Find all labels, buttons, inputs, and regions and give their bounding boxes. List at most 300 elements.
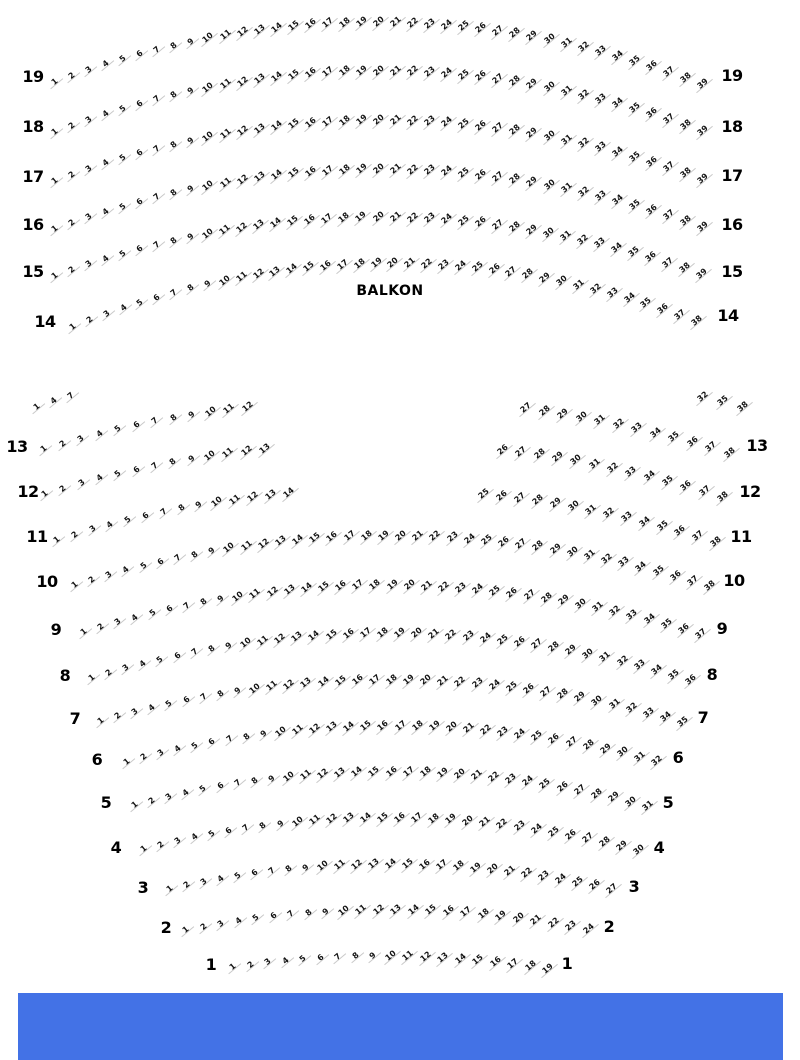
seat[interactable]: 22 [405, 63, 420, 78]
seat[interactable]: 14 [299, 581, 314, 596]
seat[interactable]: 26 [473, 167, 489, 182]
seat[interactable]: 30 [568, 453, 584, 468]
seat[interactable]: 3 [75, 432, 86, 444]
seat[interactable]: 22 [419, 256, 434, 271]
seat[interactable]: 8 [215, 688, 226, 699]
seat[interactable]: 36 [644, 58, 659, 73]
seat[interactable]: 23 [422, 64, 437, 79]
seat[interactable]: 6 [268, 910, 279, 922]
seat[interactable]: 17 [319, 211, 335, 226]
seat[interactable]: 11 [218, 77, 233, 92]
seat[interactable]: 22 [405, 15, 420, 30]
seat[interactable]: 22 [405, 162, 420, 177]
seat[interactable]: 28 [532, 446, 547, 462]
seat[interactable]: 1 [227, 961, 238, 972]
seat[interactable]: 33 [623, 464, 639, 479]
seat[interactable]: 14 [383, 856, 398, 871]
seat[interactable]: 1 [129, 799, 140, 810]
seat[interactable]: 5 [147, 607, 158, 619]
seat[interactable]: 18 [426, 811, 442, 826]
seat[interactable]: 12 [281, 677, 297, 692]
seat[interactable]: 39 [695, 123, 710, 138]
seat[interactable]: 7 [151, 143, 163, 154]
seat[interactable]: 23 [470, 675, 485, 690]
seat[interactable]: 37 [685, 573, 700, 588]
seat[interactable]: 24 [470, 581, 486, 596]
seat[interactable]: 4 [180, 787, 192, 798]
seat[interactable]: 9 [215, 593, 226, 605]
seat[interactable]: 6 [131, 464, 142, 475]
seat[interactable]: 12 [418, 949, 433, 964]
seat[interactable]: 34 [637, 514, 652, 529]
seat[interactable]: 18 [410, 718, 425, 733]
seat[interactable]: 15 [358, 718, 374, 733]
seat[interactable]: 20 [511, 910, 526, 925]
seat[interactable]: 8 [169, 89, 180, 100]
seat[interactable]: 5 [112, 468, 124, 479]
seat[interactable]: 4 [233, 915, 244, 926]
seat[interactable]: 28 [530, 538, 546, 553]
seat[interactable]: 11 [220, 445, 236, 460]
seat[interactable]: 14 [269, 20, 284, 35]
seat[interactable]: 26 [546, 731, 562, 746]
seat[interactable]: 7 [266, 865, 277, 877]
seat[interactable]: 9 [202, 278, 213, 290]
seat[interactable]: 21 [469, 768, 484, 783]
seat[interactable]: 13 [324, 720, 339, 735]
seat[interactable]: 12 [265, 584, 280, 599]
seat[interactable]: 17 [393, 718, 408, 733]
seat[interactable]: 19 [443, 812, 459, 827]
seat[interactable]: 35 [675, 714, 690, 729]
seat[interactable]: 35 [715, 393, 730, 408]
seat[interactable]: 4 [100, 157, 111, 169]
seat[interactable]: 8 [241, 730, 252, 742]
seat[interactable]: 11 [217, 223, 233, 238]
seat[interactable]: 30 [542, 32, 557, 47]
seat[interactable]: 17 [434, 857, 449, 872]
seat[interactable]: 22 [405, 210, 420, 225]
seat[interactable]: 10 [200, 129, 216, 144]
seat[interactable]: 21 [402, 255, 418, 270]
seat[interactable]: 36 [668, 568, 683, 583]
seat[interactable]: 29 [572, 689, 588, 705]
seat[interactable]: 25 [570, 874, 585, 889]
seat[interactable]: 24 [439, 115, 455, 130]
seat[interactable]: 14 [269, 118, 284, 133]
seat[interactable]: 35 [655, 518, 670, 533]
seat[interactable]: 9 [185, 231, 196, 242]
seat[interactable]: 36 [644, 202, 659, 217]
seat[interactable]: 39 [695, 171, 710, 186]
seat[interactable]: 5 [190, 740, 201, 751]
seat[interactable]: 11 [264, 678, 280, 694]
seat[interactable]: 3 [163, 790, 174, 802]
seat[interactable]: 20 [371, 14, 386, 29]
seat[interactable]: 14 [349, 764, 365, 779]
seat[interactable]: 1 [49, 76, 60, 87]
seat[interactable]: 10 [230, 589, 246, 604]
seat[interactable]: 16 [324, 529, 340, 544]
seat[interactable]: 11 [218, 126, 233, 141]
seat[interactable]: 22 [443, 627, 459, 642]
seat[interactable]: 7 [224, 733, 235, 745]
seat[interactable]: 8 [176, 502, 187, 514]
seat[interactable]: 27 [518, 400, 533, 415]
seat[interactable]: 34 [648, 425, 663, 440]
seat[interactable]: 26 [587, 877, 602, 892]
seat[interactable]: 38 [708, 534, 723, 549]
seat[interactable]: 20 [385, 255, 401, 270]
seat[interactable]: 5 [250, 912, 261, 924]
seat[interactable]: 30 [631, 842, 646, 857]
seat[interactable]: 29 [556, 592, 571, 608]
seat[interactable]: 11 [234, 269, 249, 284]
seat[interactable]: 4 [118, 302, 129, 314]
seat[interactable]: 6 [155, 556, 166, 567]
seat[interactable]: 3 [112, 616, 123, 627]
seat[interactable]: 13 [341, 810, 356, 826]
seat[interactable]: 1 [31, 401, 42, 412]
seat[interactable]: 36 [644, 105, 659, 120]
seat[interactable]: 31 [582, 547, 597, 562]
seat[interactable]: 31 [571, 277, 586, 292]
seat[interactable]: 37 [672, 307, 687, 322]
seat[interactable]: 30 [554, 273, 569, 288]
seat[interactable]: 13 [289, 629, 305, 644]
seat[interactable]: 15 [470, 952, 485, 967]
seat[interactable]: 30 [615, 744, 630, 760]
seat[interactable]: 24 [581, 921, 596, 936]
seat[interactable]: 1 [180, 924, 191, 935]
seat[interactable]: 13 [252, 121, 267, 136]
seat[interactable]: 24 [453, 258, 468, 273]
seat[interactable]: 34 [610, 144, 625, 159]
seat[interactable]: 6 [164, 603, 175, 615]
seat[interactable]: 10 [247, 681, 262, 696]
seat[interactable]: 21 [388, 112, 403, 127]
seat[interactable]: 16 [350, 672, 365, 687]
seat[interactable]: 27 [504, 264, 519, 279]
seat[interactable]: 3 [83, 163, 94, 174]
seat[interactable]: 22 [546, 915, 561, 930]
seat[interactable]: 11 [332, 857, 347, 872]
seat[interactable]: 10 [383, 948, 398, 963]
seat[interactable]: 19 [540, 961, 555, 976]
seat[interactable]: 27 [529, 636, 544, 651]
seat[interactable]: 7 [198, 691, 209, 702]
seat[interactable]: 8 [168, 412, 179, 423]
seat[interactable]: 11 [239, 538, 254, 553]
seat[interactable]: 10 [221, 541, 237, 556]
seat[interactable]: 32 [649, 753, 664, 768]
seat[interactable]: 33 [593, 91, 608, 106]
seat[interactable]: 35 [626, 244, 641, 260]
seat[interactable]: 34 [642, 468, 657, 483]
seat[interactable]: 26 [521, 681, 536, 696]
seat[interactable]: 17 [409, 810, 424, 825]
seat[interactable]: 2 [57, 482, 69, 494]
seat[interactable]: 3 [103, 569, 115, 580]
seat[interactable]: 6 [140, 510, 151, 521]
seat[interactable]: 31 [559, 132, 574, 147]
seat[interactable]: 10 [273, 724, 288, 739]
seat[interactable]: 39 [695, 219, 710, 234]
seat[interactable]: 38 [689, 313, 704, 328]
seat[interactable]: 32 [601, 505, 616, 521]
seat[interactable]: 9 [186, 408, 198, 420]
seat[interactable]: 16 [441, 903, 456, 918]
seat[interactable]: 20 [371, 63, 386, 78]
seat[interactable]: 33 [593, 43, 608, 58]
seat[interactable]: 16 [303, 17, 318, 32]
seat[interactable]: 33 [616, 555, 632, 570]
seat[interactable]: 13 [388, 902, 404, 917]
seat[interactable]: 18 [451, 858, 466, 874]
seat[interactable]: 21 [388, 14, 403, 29]
seat[interactable]: 20 [393, 528, 408, 543]
seat[interactable]: 9 [275, 818, 286, 829]
seat[interactable]: 1 [138, 843, 149, 854]
seat[interactable]: 24 [439, 163, 455, 179]
seat[interactable]: 38 [678, 70, 693, 85]
seat[interactable]: 8 [185, 282, 196, 294]
seat[interactable]: 12 [251, 266, 266, 281]
seat[interactable]: 5 [122, 514, 133, 526]
seat[interactable]: 2 [69, 528, 80, 540]
seat[interactable]: 8 [167, 456, 178, 467]
seat[interactable]: 27 [604, 881, 619, 896]
seat[interactable]: 19 [401, 672, 416, 687]
seat[interactable]: 19 [354, 14, 369, 29]
seat[interactable]: 23 [512, 818, 527, 833]
seat[interactable]: 19 [354, 63, 369, 78]
seat[interactable]: 33 [619, 509, 634, 525]
seat[interactable]: 29 [548, 495, 563, 510]
seat[interactable]: 34 [610, 48, 625, 63]
seat[interactable]: 13 [435, 950, 450, 965]
seat[interactable]: 13 [282, 582, 297, 597]
seat[interactable]: 12 [235, 123, 250, 138]
seat[interactable]: 4 [105, 519, 116, 530]
seat[interactable]: 5 [138, 560, 149, 571]
seat[interactable]: 2 [103, 667, 114, 678]
seat[interactable]: 31 [607, 697, 622, 712]
seat[interactable]: 16 [341, 626, 356, 641]
seat[interactable]: 2 [84, 314, 95, 326]
seat[interactable]: 12 [235, 172, 250, 187]
seat[interactable]: 5 [117, 152, 128, 164]
seat[interactable]: 12 [240, 399, 255, 414]
seat[interactable]: 32 [576, 135, 591, 150]
seat[interactable]: 5 [117, 248, 128, 259]
seat[interactable]: 2 [146, 795, 157, 806]
seat[interactable]: 6 [215, 780, 226, 792]
seat[interactable]: 25 [456, 213, 471, 228]
seat[interactable]: 17 [350, 578, 366, 593]
seat[interactable]: 19 [353, 209, 369, 224]
seat[interactable]: 33 [629, 420, 645, 435]
seat[interactable]: 35 [627, 53, 642, 68]
seat[interactable]: 23 [461, 628, 476, 643]
seat[interactable]: 37 [690, 529, 706, 544]
seat[interactable]: 35 [651, 563, 666, 578]
seat[interactable]: 6 [134, 48, 145, 60]
seat[interactable]: 7 [232, 777, 243, 789]
seat[interactable]: 9 [223, 640, 234, 651]
seat[interactable]: 6 [134, 243, 145, 255]
seat[interactable]: 31 [559, 180, 574, 195]
seat[interactable]: 33 [605, 285, 620, 300]
seat[interactable]: 7 [172, 552, 183, 563]
seat[interactable]: 29 [524, 174, 540, 189]
seat[interactable]: 35 [666, 429, 682, 444]
seat[interactable]: 32 [576, 184, 591, 199]
seat[interactable]: 13 [366, 856, 381, 871]
seat[interactable]: 34 [658, 709, 673, 724]
seat[interactable]: 13 [251, 217, 267, 232]
seat[interactable]: 2 [66, 169, 77, 180]
seat[interactable]: 29 [524, 222, 539, 237]
seat[interactable]: 23 [422, 162, 437, 177]
seat[interactable]: 35 [627, 100, 642, 115]
seat[interactable]: 30 [589, 693, 605, 708]
seat[interactable]: 25 [529, 728, 545, 743]
seat[interactable]: 38 [702, 578, 717, 593]
seat[interactable]: 31 [559, 83, 574, 98]
seat[interactable]: 35 [627, 149, 642, 164]
seat[interactable]: 7 [149, 415, 160, 427]
seat[interactable]: 15 [301, 259, 316, 274]
seat[interactable]: 27 [490, 71, 506, 86]
seat[interactable]: 3 [129, 706, 140, 717]
seat[interactable]: 13 [267, 264, 283, 279]
seat[interactable]: 31 [583, 502, 599, 517]
seat[interactable]: 4 [94, 472, 105, 484]
seat[interactable]: 2 [95, 621, 106, 632]
seat[interactable]: 29 [537, 270, 553, 285]
seat[interactable]: 9 [186, 453, 197, 464]
seat[interactable]: 34 [642, 611, 657, 626]
seat[interactable]: 22 [478, 722, 493, 737]
seat[interactable]: 1 [51, 534, 62, 545]
seat[interactable]: 27 [572, 782, 587, 797]
seat[interactable]: 6 [134, 147, 145, 159]
seat[interactable]: 2 [245, 958, 256, 970]
seat[interactable]: 4 [48, 394, 59, 406]
seat[interactable]: 15 [366, 764, 382, 779]
seat[interactable]: 25 [537, 776, 553, 791]
seat[interactable]: 4 [100, 206, 111, 217]
seat[interactable]: 37 [661, 159, 676, 174]
seat[interactable]: 25 [476, 486, 492, 501]
seat[interactable]: 18 [352, 256, 367, 271]
seat[interactable]: 4 [100, 253, 111, 264]
seat[interactable]: 4 [215, 873, 226, 884]
seat[interactable]: 28 [530, 493, 545, 508]
seat[interactable]: 18 [523, 958, 538, 974]
seat[interactable]: 2 [66, 217, 77, 228]
seat[interactable]: 1 [39, 488, 50, 499]
seat[interactable]: 12 [371, 902, 386, 917]
seat[interactable]: 35 [659, 616, 674, 631]
seat[interactable]: 12 [235, 24, 250, 40]
seat[interactable]: 5 [206, 828, 217, 839]
seat[interactable]: 1 [121, 756, 132, 767]
seat[interactable]: 15 [375, 810, 390, 825]
seat[interactable]: 8 [258, 820, 269, 831]
seat[interactable]: 1 [49, 175, 60, 186]
seat[interactable]: 3 [120, 662, 131, 674]
seat[interactable]: 10 [238, 635, 253, 651]
seat[interactable]: 12 [245, 489, 260, 504]
seat[interactable]: 32 [588, 281, 603, 296]
seat[interactable]: 28 [507, 25, 523, 40]
seat[interactable]: 34 [622, 290, 637, 305]
seat[interactable]: 8 [198, 596, 209, 608]
seat[interactable]: 23 [436, 257, 451, 272]
seat[interactable]: 36 [672, 523, 688, 538]
seat[interactable]: 1 [78, 626, 89, 637]
seat[interactable]: 29 [548, 541, 563, 556]
seat[interactable]: 12 [239, 443, 254, 458]
seat[interactable]: 17 [320, 163, 335, 178]
seat[interactable]: 17 [320, 15, 335, 31]
seat[interactable]: 9 [367, 950, 378, 961]
seat[interactable]: 37 [661, 111, 676, 126]
seat[interactable]: 10 [217, 273, 232, 288]
seat[interactable]: 25 [470, 260, 485, 275]
seat[interactable]: 4 [121, 564, 132, 576]
seat[interactable]: 19 [468, 860, 483, 875]
seat[interactable]: 34 [633, 559, 649, 574]
seat[interactable]: 20 [418, 672, 434, 687]
seat[interactable]: 3 [172, 835, 183, 846]
seat[interactable]: 15 [324, 627, 339, 642]
seat[interactable]: 7 [285, 908, 296, 920]
seat[interactable]: 31 [597, 649, 613, 664]
seat[interactable]: 22 [405, 113, 420, 128]
seat[interactable]: 23 [422, 210, 437, 225]
seat[interactable]: 9 [266, 773, 277, 784]
seat[interactable]: 36 [676, 621, 691, 636]
seat[interactable]: 31 [640, 798, 655, 813]
seat[interactable]: 27 [490, 217, 505, 232]
seat[interactable]: 28 [507, 171, 523, 186]
seat[interactable]: 34 [610, 95, 625, 110]
seat[interactable]: 29 [550, 449, 565, 464]
seat[interactable]: 25 [495, 632, 510, 647]
seat[interactable]: 31 [559, 35, 574, 50]
seat[interactable]: 32 [576, 39, 591, 54]
seat[interactable]: 21 [410, 528, 426, 543]
seat[interactable]: 20 [460, 813, 476, 828]
seat[interactable]: 1 [38, 443, 49, 454]
seat[interactable]: 7 [149, 460, 160, 471]
seat[interactable]: 1 [49, 270, 60, 281]
seat[interactable]: 30 [541, 225, 556, 240]
seat[interactable]: 28 [537, 403, 552, 418]
seat[interactable]: 26 [494, 488, 510, 503]
seat[interactable]: 7 [168, 287, 179, 298]
seat[interactable]: 10 [203, 404, 218, 419]
seat[interactable]: 26 [555, 779, 570, 794]
seat[interactable]: 14 [453, 951, 468, 966]
seat[interactable]: 35 [666, 667, 681, 682]
seat[interactable]: 28 [507, 73, 523, 88]
seat[interactable]: 19 [385, 577, 400, 592]
seat[interactable]: 2 [57, 438, 68, 449]
